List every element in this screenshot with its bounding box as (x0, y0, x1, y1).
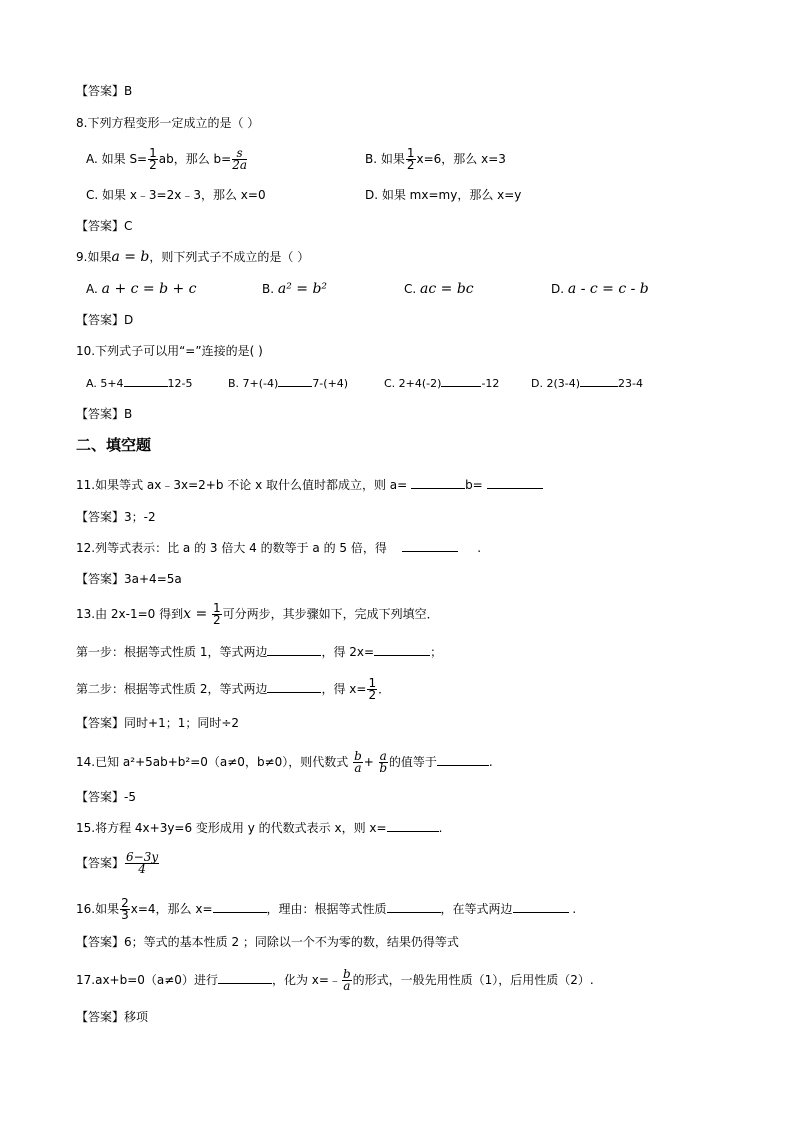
question-9: 9.如果a = b，则下列式子不成立的是（ ） (76, 249, 310, 265)
answer-13: 【答案】同时+1；1；同时÷2 (76, 716, 240, 730)
fraction: $\frac{b}{a}$ (354, 749, 362, 775)
answer-11: 【答案】3；-2 (76, 510, 156, 524)
answer-label: 【答案】 (76, 84, 125, 98)
fraction: $\frac{1}{2}$ (406, 146, 415, 172)
answer-17: 【答案】移项 (76, 1010, 149, 1024)
question-13: 13.由 2x-1=0 得到x = $\frac{1}{2}$ 可分两步，其步骤如下，完成下列填空． (76, 601, 439, 627)
question-13-step-1: 第一步：根据等式性质 1，等式两边 ，得 2x= ； (76, 645, 443, 659)
question-17: 17.ax+b=0（a≠0）进行 ，化为 x=﹣ $\frac{b}{a}$ 的形式，一般先用性质（1），后用性质（2）. (76, 967, 594, 993)
q10-option-b: B. 7+(-4) 7-(+4) (228, 374, 348, 393)
q8-option-b: B. 如果 $\frac{1}{2}$ x=6，那么 x=3 (365, 146, 506, 172)
answer-value: B (124, 84, 133, 98)
question-13-step-2: 第二步：根据等式性质 2，等式两边 ，得 x= $\frac{1}{2}$ ． (76, 676, 391, 702)
q10-option-d: D. 2(3-4) 23-4 (531, 374, 643, 393)
fraction: $\frac{2}{3}$ (121, 896, 129, 922)
fraction: $\frac{1}{2}$ (149, 146, 157, 172)
fraction: $\frac{s}{2a}$ (232, 146, 248, 172)
q9-option-c: C. ac = bc (404, 281, 474, 297)
q8-option-d: D. 如果 mx=my，那么 x=y (365, 188, 522, 202)
question-11: 11.如果等式 ax﹣3x=2+b 不论 x 取什么值时都成立，则 a= b= (76, 476, 543, 494)
fraction: $\frac{b}{a}$ (342, 967, 351, 993)
q8-option-c: C. 如果 x﹣3=2x﹣3，那么 x=0 (86, 188, 266, 202)
question-15: 15.将方程 4x+3y=6 变形成用 y 的代数式表示 x，则 x= . (76, 821, 443, 835)
answer-15: 【答案】 $\frac{6-3y}{4}$ (76, 850, 159, 876)
answer-12: 【答案】3a+4=5a (76, 572, 182, 586)
fraction: $\frac{6-3y}{4}$ (126, 850, 159, 876)
answer-14: 【答案】-5 (76, 790, 136, 804)
q8-option-a: A. 如果 S= $\frac{1}{2}$ ab，那么 b= $\frac{s}{2a}$ (86, 146, 248, 172)
answer-16: 【答案】6；等式的基本性质 2 ；同除以一个不为零的数，结果仍得等式 (76, 935, 459, 949)
fraction: $\frac{1}{2}$ (368, 676, 377, 702)
fraction: $\frac{a}{b}$ (379, 749, 388, 775)
q10-option-a: A. 5+4 12-5 (86, 374, 193, 393)
q9-option-d: D. a - c = c - b (551, 281, 649, 297)
fraction: $\frac{1}{2}$ (213, 601, 221, 627)
question-14: 14.已知 a²+5ab+b²=0（a≠0，b≠0），则代数式 $\frac{b}{a}$ + $\frac{a}{b}$ 的值等于 . (76, 749, 493, 775)
q9-option-a: A. a + c = b + c (86, 281, 197, 297)
q9-option-b: B. a² = b² (262, 281, 328, 297)
question-8: 8.下列方程变形一定成立的是（ ） (76, 116, 260, 130)
answer-7 (76, 82, 132, 100)
section-heading: 二、填空题 (76, 436, 152, 454)
answer-10: 【答案】B (76, 407, 133, 421)
question-12: 12.列等式表示：比 a 的 3 倍大 4 的数等于 a 的 5 倍，得 . (76, 541, 482, 555)
answer-9: 【答案】D (76, 313, 134, 327)
q10-option-c: C. 2+4(-2) -12 (384, 374, 499, 393)
question-10: 10.下列式子可以用“=”连接的是( ) (76, 344, 263, 358)
question-16: 16.如果 $\frac{2}{3}$ x=4，那么 x= ，理由：根据等式性质 ，在等式两边 . (76, 896, 577, 922)
answer-8: 【答案】C (76, 219, 133, 233)
